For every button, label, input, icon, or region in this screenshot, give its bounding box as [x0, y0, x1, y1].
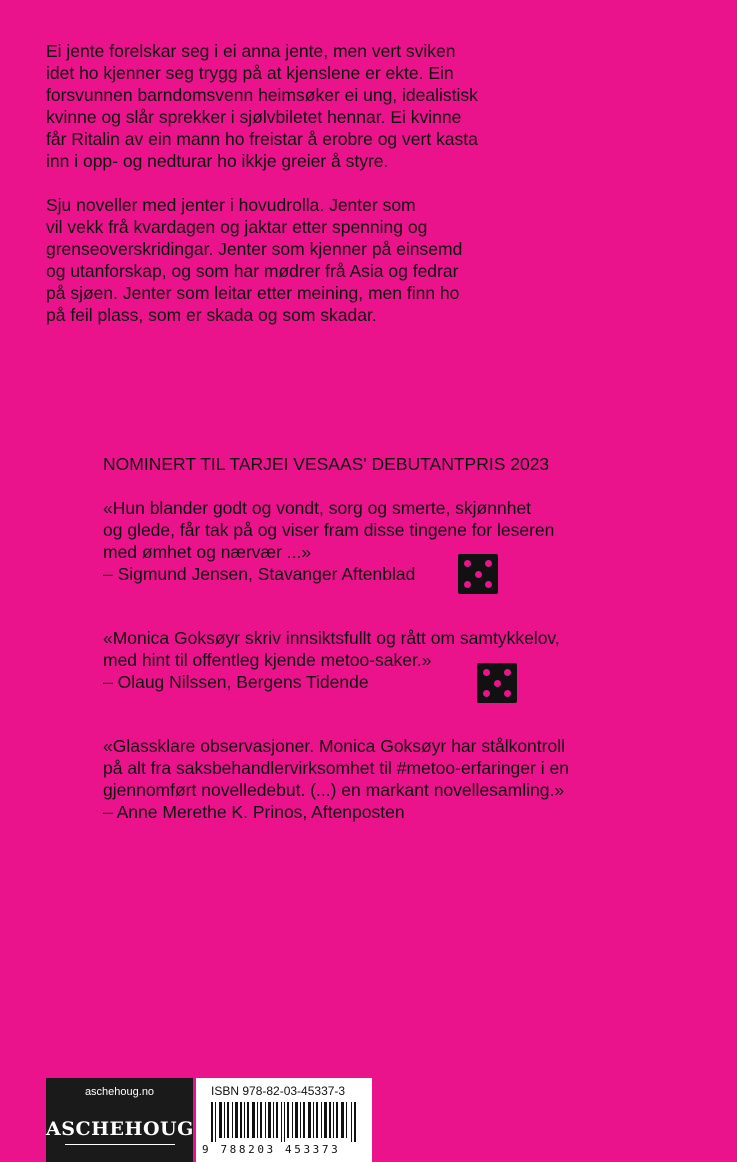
dice-five-icon [458, 554, 498, 594]
review-quote-text: «Monica Goksøyr skriv innsiktsfullt og rått om samtykkelov, med hint til offentleg kjende metoo-saker.» [103, 628, 560, 670]
publisher-block [46, 1078, 193, 1162]
review-quote-source: – Sigmund Jensen, Stavanger Aftenblad [103, 564, 416, 584]
publisher-logo-text: ASCHEHOUG [46, 1118, 194, 1140]
review-quote-3 [103, 735, 569, 823]
publisher-logo [46, 1118, 193, 1145]
review-quote-text: «Glassklare observasjoner. Monica Goksøyr har stålkontroll på alt fra saksbehandlervirksomhet til #metoo-erfaringer i en gjennomført novelledebut. (...) en markant novellesamling.» [103, 736, 569, 800]
review-quote-source: – Anne Merethe K. Prinos, Aftenposten [103, 802, 405, 822]
blurb-paragraph-2: Sju noveller med jenter i hovudrolla. Jenter som vil vekk frå kvardagen og jaktar etter spenning og grenseoverskridingar. Jenter som kjenner på einsemd og utanforskap, og som har mødrer frå Asia og fedrar på sjøen. Jenter som leitar etter meining, men finn ho på feil plass, som er skada og som skadar. [46, 195, 463, 325]
review-quote-source: – Olaug Nilssen, Bergens Tidende [103, 672, 369, 692]
isbn-number: ISBN 978-82-03-45337-3 [211, 1084, 346, 1098]
isbn-barcode [196, 1078, 372, 1162]
publisher-url: aschehoug.no [84, 1086, 155, 1098]
barcode-digits: 9 788203 453373 [202, 1143, 341, 1156]
back-cover-blurb [46, 40, 516, 348]
nomination-line: NOMINERT TIL TARJEI VESAAS' DEBUTANTPRIS 2023 [103, 454, 550, 474]
dice-five-icon [477, 663, 517, 703]
barcode-icon [211, 1102, 361, 1142]
blurb-paragraph-1: Ei jente forelskar seg i ei anna jente, men vert sviken idet ho kjenner seg trygg på at kjenslene er ekte. Ein forsvunnen barndomsvenn heimsøker ei ung, idealistisk kvinne og slår sprekker i sjølvbiletet hennar. Ei kvinne får Ritalin av ein mann ho freistar å erobre og vert kasta inn i opp- og nedturar ho ikkje greier å styre. [46, 41, 478, 171]
review-quote-text: «Hun blander godt og vondt, sorg og smerte, skjønnhet og glede, får tak på og viser fram disse tingene for leseren med ømhet og nærvær ...» [103, 498, 555, 562]
